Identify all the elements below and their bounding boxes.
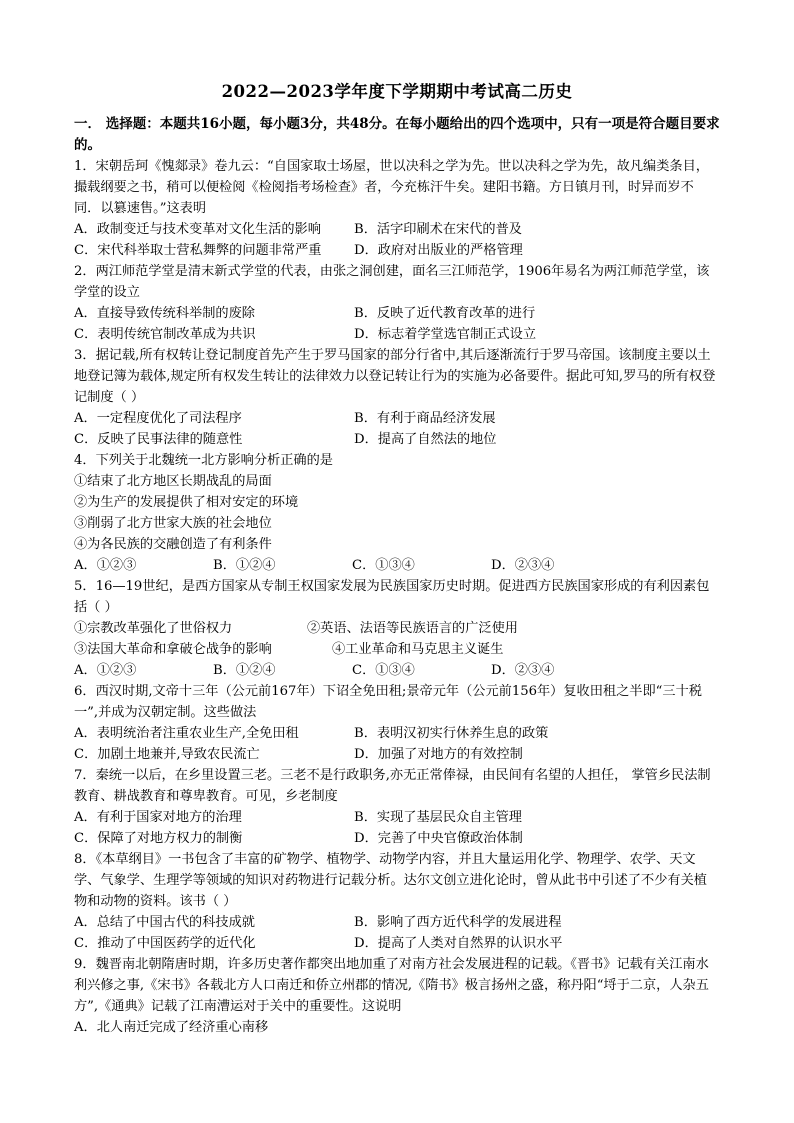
question-4-option-a: A．①②③	[74, 558, 137, 573]
question-5-statements-row-1	[74, 618, 720, 639]
question-8-option-d: D．提高了人类对自然界的认识水平	[354, 936, 563, 951]
question-8-options-row-1	[74, 912, 720, 933]
question-7-options-row-1	[74, 807, 720, 828]
question-5-statement-3: ③法国大革命和拿破仑战争的影响	[74, 642, 272, 657]
question-4-statement-1: ①结束了北方地区长期战乱的局面	[74, 474, 272, 489]
question-3-option-b: B．有利于商品经济发展	[354, 411, 496, 426]
question-5-options	[74, 660, 720, 681]
question-5-statements-row-2	[74, 639, 720, 660]
question-8-option-a: A．总结了中国古代的科技成就	[74, 915, 255, 930]
question-6-option-c: C．加剧土地兼并,导致农民流亡	[74, 747, 260, 762]
question-3-options-row-1	[74, 408, 720, 429]
question-5-stem: 5．16—19世纪，是西方国家从专制王权国家发展为民族国家历史时期。促进西方民族国家形成的有利因素包括（ ）	[74, 579, 710, 615]
question-5-option-d: D．②③④	[491, 663, 555, 678]
exam-page	[74, 72, 720, 1038]
question-4-statement-2: ②为生产的发展提供了相对安定的环境	[74, 495, 299, 510]
question-5-statement-2: ②英语、法语等民族语言的广泛使用	[307, 621, 518, 636]
question-2-options-row-1	[74, 303, 720, 324]
question-1-option-c: C．宋代科举取士营私舞弊的问题非常严重	[74, 243, 322, 258]
question-1-options-row-2	[74, 240, 720, 261]
question-2-option-c: C．表明传统官制改革成为共识	[74, 327, 256, 342]
question-2-option-a: A．直接导致传统科举制的废除	[74, 306, 255, 321]
question-4-stem: 4．下列关于北魏统一北方影响分析正确的是	[74, 453, 333, 468]
question-7-option-d: D．完善了中央官僚政治体制	[354, 831, 523, 846]
question-2-stem: 2．两江师范学堂是清末新式学堂的代表，由张之洞创建，面名三江师范学，1906年易名为两江师范学堂，该学堂的设立	[74, 264, 710, 300]
question-2-option-b: B．反映了近代教育改革的进行	[354, 306, 536, 321]
question-1-option-d: D．政府对出版业的严格管理	[354, 243, 523, 258]
question-9-stem: 9．魏晋南北朝隋唐时期，许多历史著作都突出地加重了对南方社会发展进程的记载。《晋书》记载有关江南水利兴修之事,《宋书》各载北方人口南迁和侨立州郡的情况,《隋书》极言扬州之盛，称丹阳“埒于二京，人杂五方”,《通典》记载了江南漕运对于关中的重要性。这说明	[74, 957, 709, 1014]
question-5-statement-1: ①宗教改革强化了世俗权力	[74, 621, 233, 636]
question-9-option-a: A．北人南迁完成了经济重心南移	[74, 1020, 269, 1035]
question-4-statement-3: ③削弱了北方世家大族的社会地位	[74, 516, 272, 531]
question-4-option-d: D．②③④	[491, 558, 555, 573]
question-4-option-b: B．①②④	[213, 558, 276, 573]
page-title: 2022—2023学年度下学期期中考试高二历史	[221, 82, 573, 101]
question-7-option-c: C．保障了对地方权力的制衡	[74, 831, 243, 846]
question-7-option-b: B．实现了基层民众自主管理	[354, 810, 522, 825]
question-5-option-c: C．①③④	[352, 663, 415, 678]
question-2-option-d: D．标志着学堂选官制正式设立	[354, 327, 537, 342]
question-1-option-b: B．活字印刷术在宋代的普及	[354, 222, 522, 237]
question-5-statement-4: ④工业革命和马克思主义诞生	[332, 642, 504, 657]
question-6-option-b: B．表明汉初实行休养生息的政策	[354, 726, 549, 741]
question-6-options-row-2	[74, 744, 720, 765]
question-6-option-d: D．加强了对地方的有效控制	[354, 747, 523, 762]
question-1-option-a: A．政制变迁与技术变革对文化生活的影响	[74, 222, 321, 237]
question-8-option-b: B．影响了西方近代科学的发展进程	[354, 915, 562, 930]
section-heading: 一． 选择题：本题共16小题，每小题3分，共48分。在每小题给出的四个选项中，只有一项是符合题目要求的。	[74, 116, 720, 153]
question-3-option-c: C．反映了民事法律的随意性	[74, 432, 243, 447]
question-3-option-a: A．一定程度优化了司法程序	[74, 411, 242, 426]
question-1-stem: 1．宋朝岳珂《愧郯录》卷九云：“自国家取士场屋，世以决科之学为先。世以决科之学为先，故凡编类条目，撮载纲要之书，稍可以便检阅《检阅指考场检查》者，今充栋汗牛矣。建阳书籍。方日镇月刊，时异而岁不同．以篡速售。”这表明	[74, 159, 709, 216]
question-3-stem: 3．据记载,所有权转让登记制度首先产生于罗马国家的部分行省中,其后逐渐流行于罗马帝国。该制度主要以土地登记簿为载体,规定所有权发生转让的法律效力以登记转让行为的实施为必备要件。据此可知,罗马的所有权登记制度（ ）	[74, 348, 716, 405]
question-7-options-row-2	[74, 828, 720, 849]
question-3-options-row-2	[74, 429, 720, 450]
question-7-option-a: A．有利于国家对地方的治理	[74, 810, 242, 825]
question-1-options-row-1	[74, 219, 720, 240]
question-5-option-b: B．①②④	[213, 663, 276, 678]
question-6-option-a: A．表明统治者注重农业生产,全免田租	[74, 726, 299, 741]
question-4-option-c: C．①③④	[352, 558, 415, 573]
question-2-options-row-2	[74, 324, 720, 345]
question-5-option-a: A．①②③	[74, 663, 137, 678]
question-8-stem: 8．《本草纲目》一书包含了丰富的矿物学、植物学、动物学内容，并且大量运用化学、物理学、农学、天文学、气象学、生理学等领域的知识对药物进行记载分析。达尔文创立进化论时，曾从此书中引述了不少有关植物和动物的资料。该书（ ）	[74, 852, 707, 909]
question-7-stem: 7．秦统一以后，在乡里设置三老。三老不是行政职务,亦无正常俸禄，由民间有名望的人担任， 掌管乡民法制教育、耕战教育和尊卑教育。可见，乡老制度	[74, 768, 711, 804]
question-8-options-row-2	[74, 933, 720, 954]
question-3-option-d: D．提高了自然法的地位	[354, 432, 497, 447]
question-6-stem: 6．西汉时期,文帝十三年（公元前167年）下诏全免田租;景帝元年（公元前156年）复收田租之半即“三十税一”,并成为汉朝定制。这些做法	[74, 684, 702, 720]
question-6-options-row-1	[74, 723, 720, 744]
question-4-options	[74, 555, 720, 576]
question-4-statement-4: ④为各民族的交融创造了有利条件	[74, 537, 272, 552]
question-8-option-c: C．推动了中国医药学的近代化	[74, 936, 256, 951]
